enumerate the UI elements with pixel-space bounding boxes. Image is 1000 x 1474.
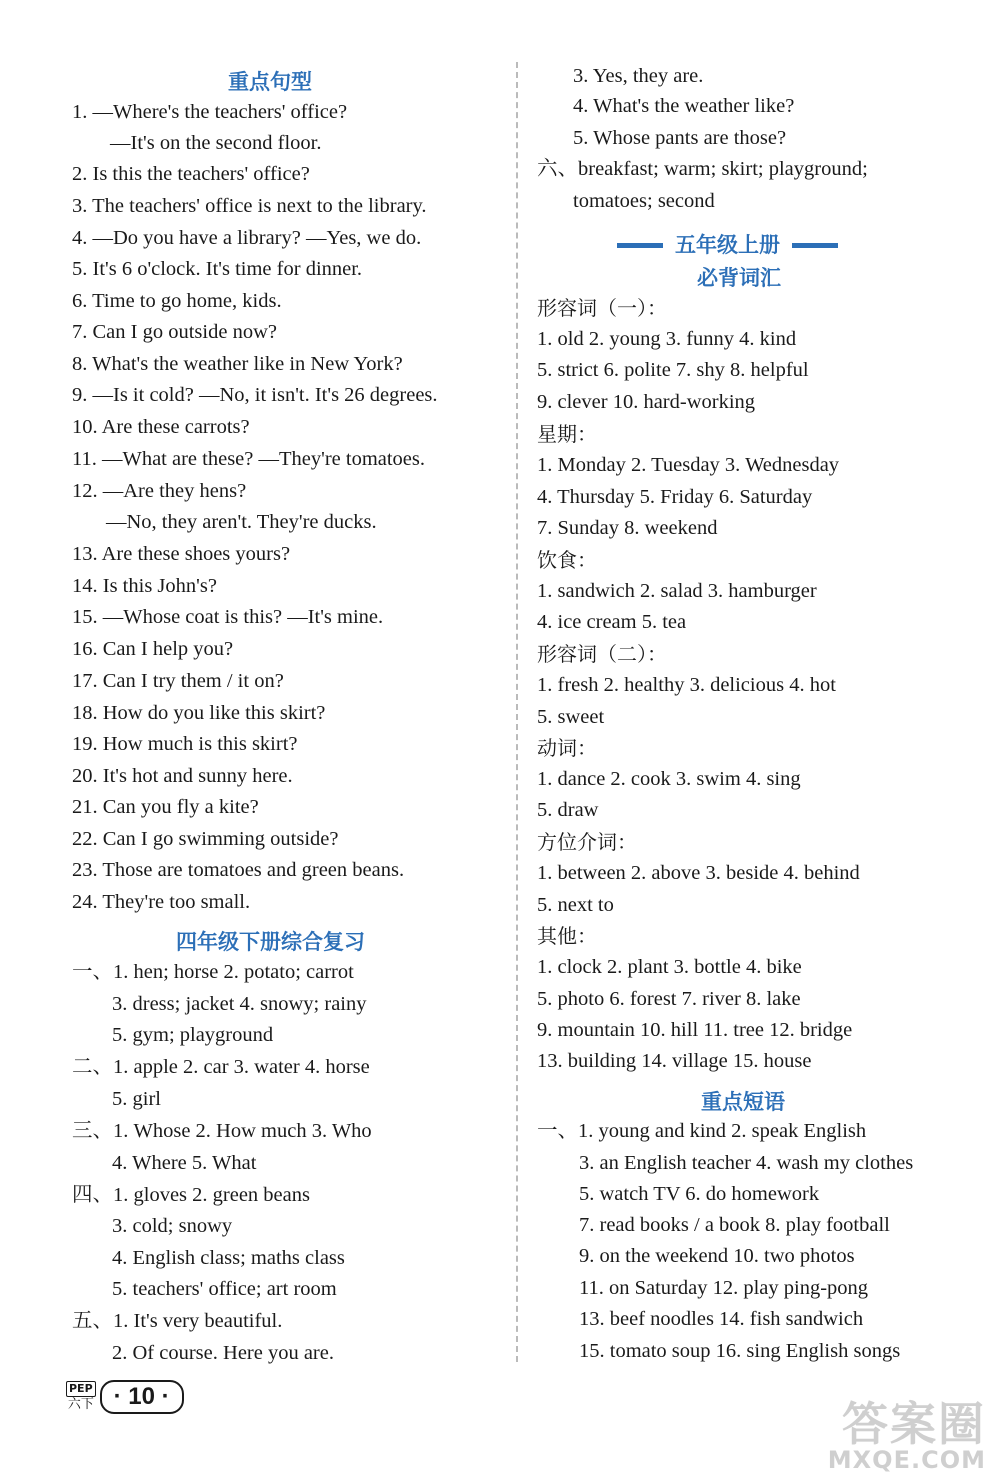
sentence-line: 4. —Do you have a library? —Yes, we do. (72, 227, 422, 249)
sentence-line: 9. —Is it cold? —No, it isn't. It's 26 degrees. (72, 384, 438, 406)
section-title-key-phrases: 重点短语 (701, 1090, 785, 1114)
sentence-line: 11. —What are these? —They're tomatoes. (72, 448, 426, 470)
sentence-line: 12. —Are they hens? (72, 480, 247, 502)
answer-line: 4. Where 5. What (112, 1152, 257, 1174)
watermark-logo-text: 答案圈 (842, 1397, 986, 1451)
vocab-line: 7. Sunday 8. weekend (537, 517, 718, 539)
sentence-line: 14. Is this John's? (72, 575, 217, 597)
answer-line: 六、breakfast; warm; skirt; playground; (537, 158, 868, 180)
vocab-line: 13. building 14. village 15. house (537, 1050, 812, 1072)
sentence-line: 16. Can I help you? (72, 638, 234, 660)
answer-line: 二、1. apple 2. car 3. water 4. horse (72, 1056, 370, 1078)
vocab-category: 形容词（一）： (537, 296, 667, 320)
grade-label: 六下 (67, 1397, 94, 1412)
vocab-line: 1. fresh 2. healthy 3. delicious 4. hot (537, 674, 836, 696)
section-title-vocabulary: 必背词汇 (697, 266, 781, 290)
answer-line: 3. dress; jacket 4. snowy; rainy (112, 993, 367, 1015)
phrase-line: 一、1. young and kind 2. speak English (537, 1120, 867, 1142)
vocab-line: 1. Monday 2. Tuesday 3. Wednesday (537, 454, 840, 476)
vocab-line: 5. photo 6. forest 7. river 8. lake (537, 988, 801, 1010)
phrase-line: 9. on the weekend 10. two photos (579, 1245, 855, 1267)
vocab-category: 星期： (537, 422, 597, 446)
sentence-line: 22. Can I go swimming outside? (72, 828, 339, 850)
vocab-category: 方位介词： (537, 830, 637, 854)
answer-line: 5. teachers' office; art room (112, 1278, 337, 1300)
vocab-line: 9. mountain 10. hill 11. tree 12. bridge (537, 1019, 853, 1041)
sentence-line: 20. It's hot and sunny here. (72, 765, 293, 787)
answer-line: 4. What's the weather like? (573, 95, 795, 117)
grade-title (617, 231, 838, 259)
sentence-line: 24. They're too small. (72, 891, 251, 913)
grade-title-text: 五年级上册 (675, 233, 780, 257)
answer-line: 4. English class; maths class (112, 1247, 345, 1269)
vocab-category: 其他： (537, 924, 597, 948)
sentence-line: 13. Are these shoes yours? (72, 543, 291, 565)
sentence-line: 19. How much is this skirt? (72, 733, 298, 755)
sentence-line: 1. —Where's the teachers' office? (72, 101, 348, 123)
sentence-line: 21. Can you fly a kite? (72, 796, 259, 818)
sentence-line: 6. Time to go home, kids. (72, 290, 282, 312)
sentence-line: 10. Are these carrots? (72, 416, 250, 438)
vocab-category: 动词： (537, 736, 597, 760)
vocab-line: 1. old 2. young 3. funny 4. kind (537, 328, 797, 350)
page-number: · 10 · (100, 1380, 184, 1414)
vocab-line: 1. clock 2. plant 3. bottle 4. bike (537, 956, 802, 978)
answer-line: tomatoes; second (573, 190, 715, 212)
sentence-line: 18. How do you like this skirt? (72, 702, 326, 724)
answer-line: 四、1. gloves 2. green beans (72, 1184, 310, 1206)
vocab-line: 4. ice cream 5. tea (537, 611, 687, 633)
vocab-category: 形容词（二）： (537, 642, 667, 666)
phrase-line: 15. tomato soup 16. sing English songs (579, 1340, 901, 1362)
vocab-line: 5. sweet (537, 706, 605, 728)
vocab-line: 5. strict 6. polite 7. shy 8. helpful (537, 359, 809, 381)
vocab-line: 1. dance 2. cook 3. swim 4. sing (537, 768, 801, 790)
answer-line: 3. cold; snowy (112, 1215, 233, 1237)
vocab-line: 5. next to (537, 894, 614, 916)
sentence-line: —It's on the second floor. (110, 132, 322, 154)
phrase-line: 11. on Saturday 12. play ping-pong (579, 1277, 869, 1299)
phrase-line: 7. read books / a book 8. play football (579, 1214, 890, 1236)
answer-line: 5. Whose pants are those? (573, 127, 787, 149)
section-title-grade4-review: 四年级下册综合复习 (176, 930, 365, 954)
sentence-line: 8. What's the weather like in New York? (72, 353, 403, 375)
title-rule-left (617, 243, 663, 248)
phrase-line: 3. an English teacher 4. wash my clothes (579, 1152, 914, 1174)
page-footer (66, 1380, 184, 1414)
sentence-line: 2. Is this the teachers' office? (72, 163, 310, 185)
sentence-line: 3. The teachers' office is next to the library. (72, 195, 427, 217)
vocab-line: 9. clever 10. hard-working (537, 391, 756, 413)
answer-line: 5. gym; playground (112, 1024, 274, 1046)
vocab-line: 1. between 2. above 3. beside 4. behind (537, 862, 860, 884)
column-divider (516, 62, 518, 1362)
sentence-line: 5. It's 6 o'clock. It's time for dinner. (72, 258, 363, 280)
title-rule-right (792, 243, 838, 248)
sentence-line: 17. Can I try them / it on? (72, 670, 284, 692)
sentence-line: 7. Can I go outside now? (72, 321, 277, 343)
answer-line: 2. Of course. Here you are. (112, 1342, 334, 1364)
section-title-key-sentences: 重点句型 (228, 70, 312, 94)
phrase-line: 13. beef noodles 14. fish sandwich (579, 1308, 864, 1330)
answer-line: 一、1. hen; horse 2. potato; carrot (72, 961, 354, 983)
answer-line: 五、1. It's very beautiful. (72, 1310, 283, 1332)
vocab-line: 4. Thursday 5. Friday 6. Saturday (537, 486, 813, 508)
sentence-line: —No, they aren't. They're ducks. (106, 511, 377, 533)
watermark (827, 1397, 986, 1474)
watermark-url: MXQE.COM (827, 1446, 986, 1474)
phrase-line: 5. watch TV 6. do homework (579, 1183, 820, 1205)
answer-line: 3. Yes, they are. (573, 65, 704, 87)
answer-line: 三、1. Whose 2. How much 3. Who (72, 1120, 372, 1142)
edition-label: PEP (66, 1381, 96, 1397)
sentence-line: 15. —Whose coat is this? —It's mine. (72, 606, 384, 628)
vocab-category: 饮食： (537, 548, 597, 572)
vocab-line: 5. draw (537, 799, 599, 821)
edition-badge (66, 1381, 96, 1413)
vocab-line: 1. sandwich 2. salad 3. hamburger (537, 580, 817, 602)
sentence-line: 23. Those are tomatoes and green beans. (72, 859, 405, 881)
answer-line: 5. girl (112, 1088, 161, 1110)
